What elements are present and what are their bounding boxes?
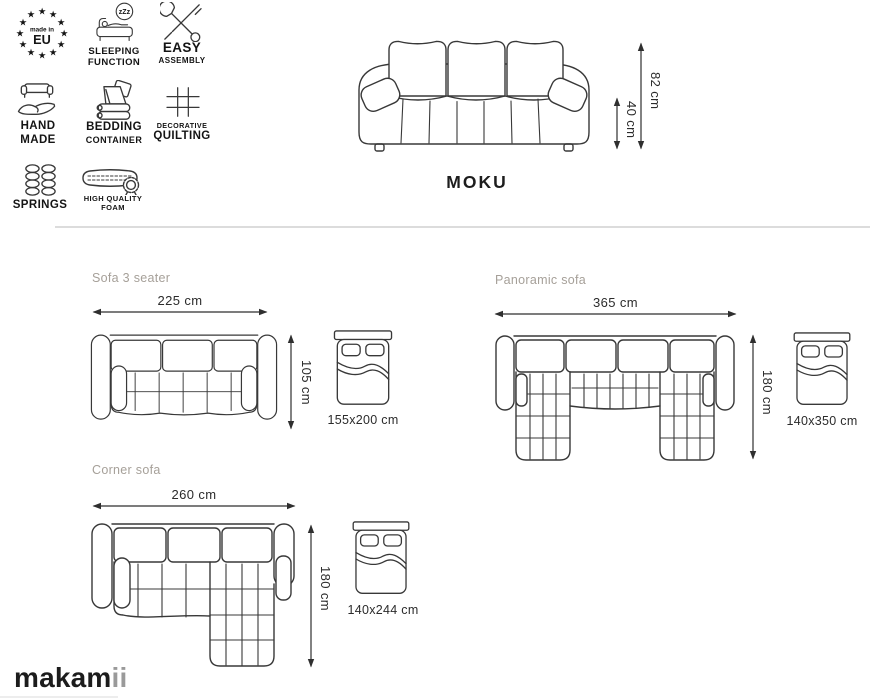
bottom-edge-line [0,696,118,698]
total-height-arrow [636,42,646,150]
sleeping-function-label: SLEEPING FUNCTION [87,46,141,69]
made-in-eu-icon [14,6,70,62]
divider-line [55,226,870,228]
easy-assembly-label: EASY ASSEMBLY [158,40,206,65]
width-label-corner: 260 cm [171,487,217,502]
svg-text:★: ★ [59,28,69,39]
bed-icon-corner [352,521,410,597]
svg-text:★: ★ [18,39,28,50]
seat-height-label: 40 cm [624,101,639,139]
made-in-label: made in [29,26,55,34]
high-quality-foam-label: HIGH QUALITY FOAM [83,194,143,212]
bed-icon-panoramic [792,332,852,408]
springs-icon [22,163,58,197]
svg-text:★: ★ [37,50,47,61]
total-height-label: 82 cm [648,72,663,110]
brand-logo-accent: ii [111,662,128,693]
depth-label-3seater: 105 cm [299,360,314,406]
brand-logo-main: makam [14,662,112,693]
width-arrow-panoramic [494,309,737,319]
section-title-corner: Corner sofa [92,463,161,477]
svg-text:★: ★ [37,6,47,17]
depth-arrow-3seater [286,334,296,430]
decorative-quilting-label: DECORATIVE QUILTING [153,121,211,143]
svg-text:★: ★ [56,17,66,28]
sofa-3seater-top-view [88,330,280,426]
eu-label: EU [33,32,51,48]
decorative-quilting-icon [165,86,201,118]
depth-label-corner: 180 cm [318,566,333,612]
sofa-corner-top-view [90,518,296,672]
brand-logo [14,662,127,694]
width-arrow-corner [92,501,296,511]
seat-height-arrow [612,97,622,150]
high-quality-foam-icon [81,167,143,195]
bedding-container-icon [92,80,135,124]
zzz-glyph: zZz [118,9,131,17]
bed-icon-3seater [333,330,393,408]
bed-size-3seater: 155x200 cm [327,413,399,427]
depth-arrow-corner [306,524,316,668]
svg-text:★: ★ [48,47,58,58]
svg-text:★: ★ [26,47,36,58]
hand-made-icon [15,82,59,120]
width-arrow-3seater [92,307,268,317]
depth-label-panoramic: 180 cm [760,370,775,416]
svg-text:★: ★ [48,9,58,20]
sleeping-function-icon [94,2,136,46]
width-label-3seater: 225 cm [157,293,203,308]
product-name: MOKU [446,172,508,192]
section-title-3seater: Sofa 3 seater [92,271,171,285]
bedding-container-label: BEDDING CONTAINER [85,121,143,145]
svg-text:★: ★ [15,28,25,39]
hand-made-label: HAND MADE [20,120,56,146]
svg-text:★: ★ [18,17,28,28]
section-title-panoramic: Panoramic sofa [495,273,587,287]
springs-label: SPRINGS [12,199,68,211]
bed-size-corner: 140x244 cm [347,603,419,617]
sofa-front-view [345,26,603,154]
sofa-panoramic-top-view [492,330,738,464]
svg-text:★: ★ [26,9,36,20]
svg-text:★: ★ [56,39,66,50]
bed-size-panoramic: 140x350 cm [786,414,858,428]
width-label-panoramic: 365 cm [592,295,639,310]
depth-arrow-panoramic [748,334,758,460]
easy-assembly-icon [160,2,204,42]
